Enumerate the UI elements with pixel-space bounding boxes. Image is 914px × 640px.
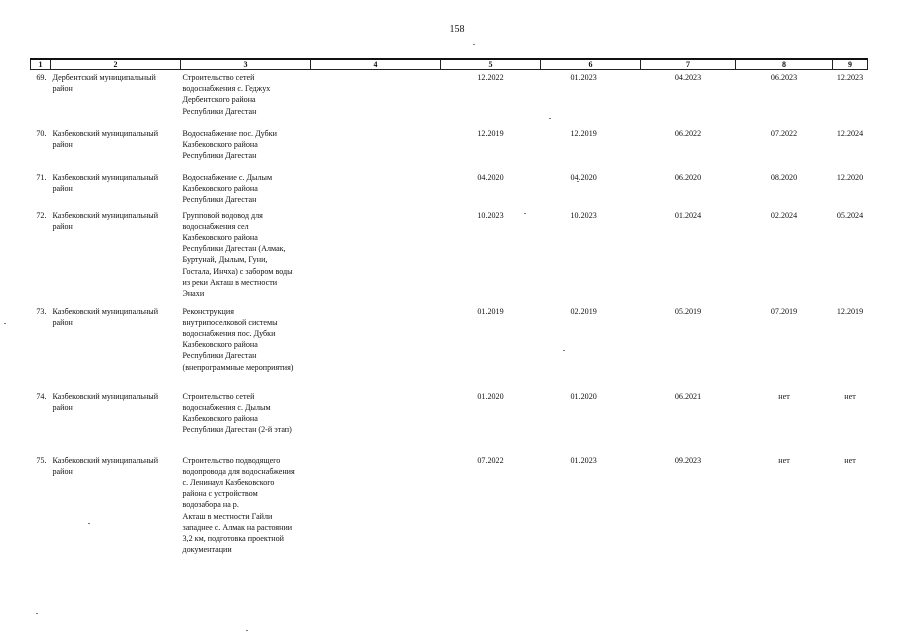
- column-8-cell: 06.2023: [770, 73, 798, 82]
- column-5-cell: 01.2020: [477, 391, 504, 401]
- table-row: [31, 389, 868, 453]
- column-6-cell: 01.2023: [570, 455, 597, 465]
- column-8-cell: нет: [778, 455, 790, 465]
- column-8-cell: 07.2019: [770, 306, 798, 316]
- column-5-cell: 10.2023: [477, 210, 504, 220]
- column-7-cell: 06.2022: [674, 128, 702, 138]
- column-header-6: 6: [541, 59, 641, 70]
- project-cell: Групповой водовод для водоснабжения сел Казбековского района Республики Дагестан (Алмак, Буртунай, Дылым, Гуни, Гостала, Инчха) с забором воды из реки Акташ в местности Энахи: [182, 210, 293, 298]
- column-8-cell: нет: [778, 391, 790, 401]
- table-row: [31, 170, 868, 208]
- table-row: [31, 453, 868, 563]
- column-header-5: 5: [441, 59, 541, 70]
- column-4-cell: [311, 70, 441, 126]
- row-number: 73.: [36, 306, 47, 316]
- column-header-2: 2: [51, 59, 181, 70]
- scan-speck: [88, 523, 90, 524]
- column-7-cell: 09.2023: [674, 455, 702, 465]
- project-cell: Реконструкция внутрипоселковой системы водоснабжения пос. Дубки Казбековского района Республики Дагестан (внепрограммные мероприятия): [182, 306, 294, 372]
- column-7-cell: 05.2019: [674, 306, 702, 316]
- column-header-3: 3: [181, 59, 311, 70]
- column-6-cell: 01.2023: [570, 73, 597, 82]
- scan-speck: [524, 213, 526, 214]
- table-row: [31, 126, 868, 170]
- project-cell: Водоснабжение пос. Дубки Казбековского района Республики Дагестан: [182, 128, 277, 160]
- scan-speck: [246, 630, 248, 631]
- row-number: 69.: [36, 73, 47, 82]
- scan-speck: [549, 118, 551, 119]
- project-cell: Водоснабжение с. Дылым Казбековского района Республики Дагестан: [182, 172, 273, 204]
- district-cell: Казбековский муниципальный район: [52, 391, 159, 412]
- column-7-cell: 04.2023: [674, 73, 702, 82]
- project-cell: Строительство сетей водоснабжения с. Геджух Дербентского района Республики Дагестан: [182, 73, 271, 116]
- column-7-cell: 01.2024: [674, 210, 702, 220]
- row-number: 71.: [36, 172, 47, 182]
- column-header-9: 9: [833, 59, 868, 70]
- column-header-1: 1: [31, 59, 51, 70]
- column-9-cell: 12.2024: [836, 128, 864, 138]
- scan-speck: [4, 323, 6, 324]
- column-7-cell: 06.2020: [674, 172, 702, 182]
- column-5-cell: 07.2022: [477, 455, 504, 465]
- column-4-cell: [311, 304, 441, 389]
- column-5-cell: 12.2019: [477, 128, 504, 138]
- district-cell: Дербентский муниципальный район: [52, 73, 156, 94]
- column-7-cell: 06.2021: [674, 391, 702, 401]
- district-cell: Казбековский муниципальный район: [52, 128, 159, 149]
- row-number: 70.: [36, 128, 47, 138]
- column-8-cell: 02.2024: [770, 210, 798, 220]
- column-9-cell: 12.2020: [836, 172, 864, 182]
- district-cell: Казбековский муниципальный район: [52, 455, 159, 476]
- row-number: 74.: [36, 391, 47, 401]
- column-4-cell: [311, 208, 441, 304]
- column-9-cell: 12.2019: [836, 306, 864, 316]
- column-6-cell: 02.2019: [570, 306, 597, 316]
- column-9-cell: 12.2023: [836, 73, 864, 82]
- construction-schedule-table: [30, 58, 868, 563]
- table-row: [31, 70, 868, 126]
- column-9-cell: нет: [844, 391, 856, 401]
- column-header-8: 8: [736, 59, 833, 70]
- row-number: 72.: [36, 210, 47, 220]
- district-cell: Казбековский муниципальный район: [52, 172, 159, 193]
- column-6-cell: 04.2020: [570, 172, 597, 182]
- scan-speck: [473, 44, 475, 45]
- scan-speck: [577, 181, 579, 182]
- column-9-cell: 05.2024: [836, 210, 864, 220]
- table-row: [31, 208, 868, 304]
- column-4-cell: [311, 453, 441, 563]
- column-6-cell: 12.2019: [570, 128, 597, 138]
- project-cell: Строительство подводящего водопровода для водоснабжения с. Ленинаул Казбековского района с устройством водозабора на р. Акташ в местности Гайли западнее с. Алмак на растоянии 3,2 км, подготовка проектной документации: [182, 455, 295, 555]
- column-6-cell: 10.2023: [570, 210, 597, 220]
- column-header-4: 4: [311, 59, 441, 70]
- column-8-cell: 08.2020: [770, 172, 798, 182]
- column-4-cell: [311, 126, 441, 170]
- column-5-cell: 12.2022: [477, 73, 504, 82]
- column-9-cell: нет: [844, 455, 856, 465]
- district-cell: Казбековский муниципальный район: [52, 210, 159, 231]
- scan-speck: [36, 613, 38, 614]
- column-4-cell: [311, 389, 441, 453]
- column-5-cell: 04.2020: [477, 172, 504, 182]
- project-cell: Строительство сетей водоснабжения с. Дылым Казбековского района Республики Дагестан (2-й этап): [182, 391, 292, 435]
- page-number: 158: [449, 24, 465, 35]
- column-header-7: 7: [641, 59, 736, 70]
- row-number: 75.: [36, 455, 47, 465]
- column-4-cell: [311, 170, 441, 208]
- header-row: [31, 59, 868, 70]
- column-8-cell: 07.2022: [770, 128, 798, 138]
- scan-speck: [563, 350, 565, 351]
- column-6-cell: 01.2020: [570, 391, 597, 401]
- district-cell: Казбековский муниципальный район: [52, 306, 159, 327]
- table-row: [31, 304, 868, 389]
- column-5-cell: 01.2019: [477, 306, 504, 316]
